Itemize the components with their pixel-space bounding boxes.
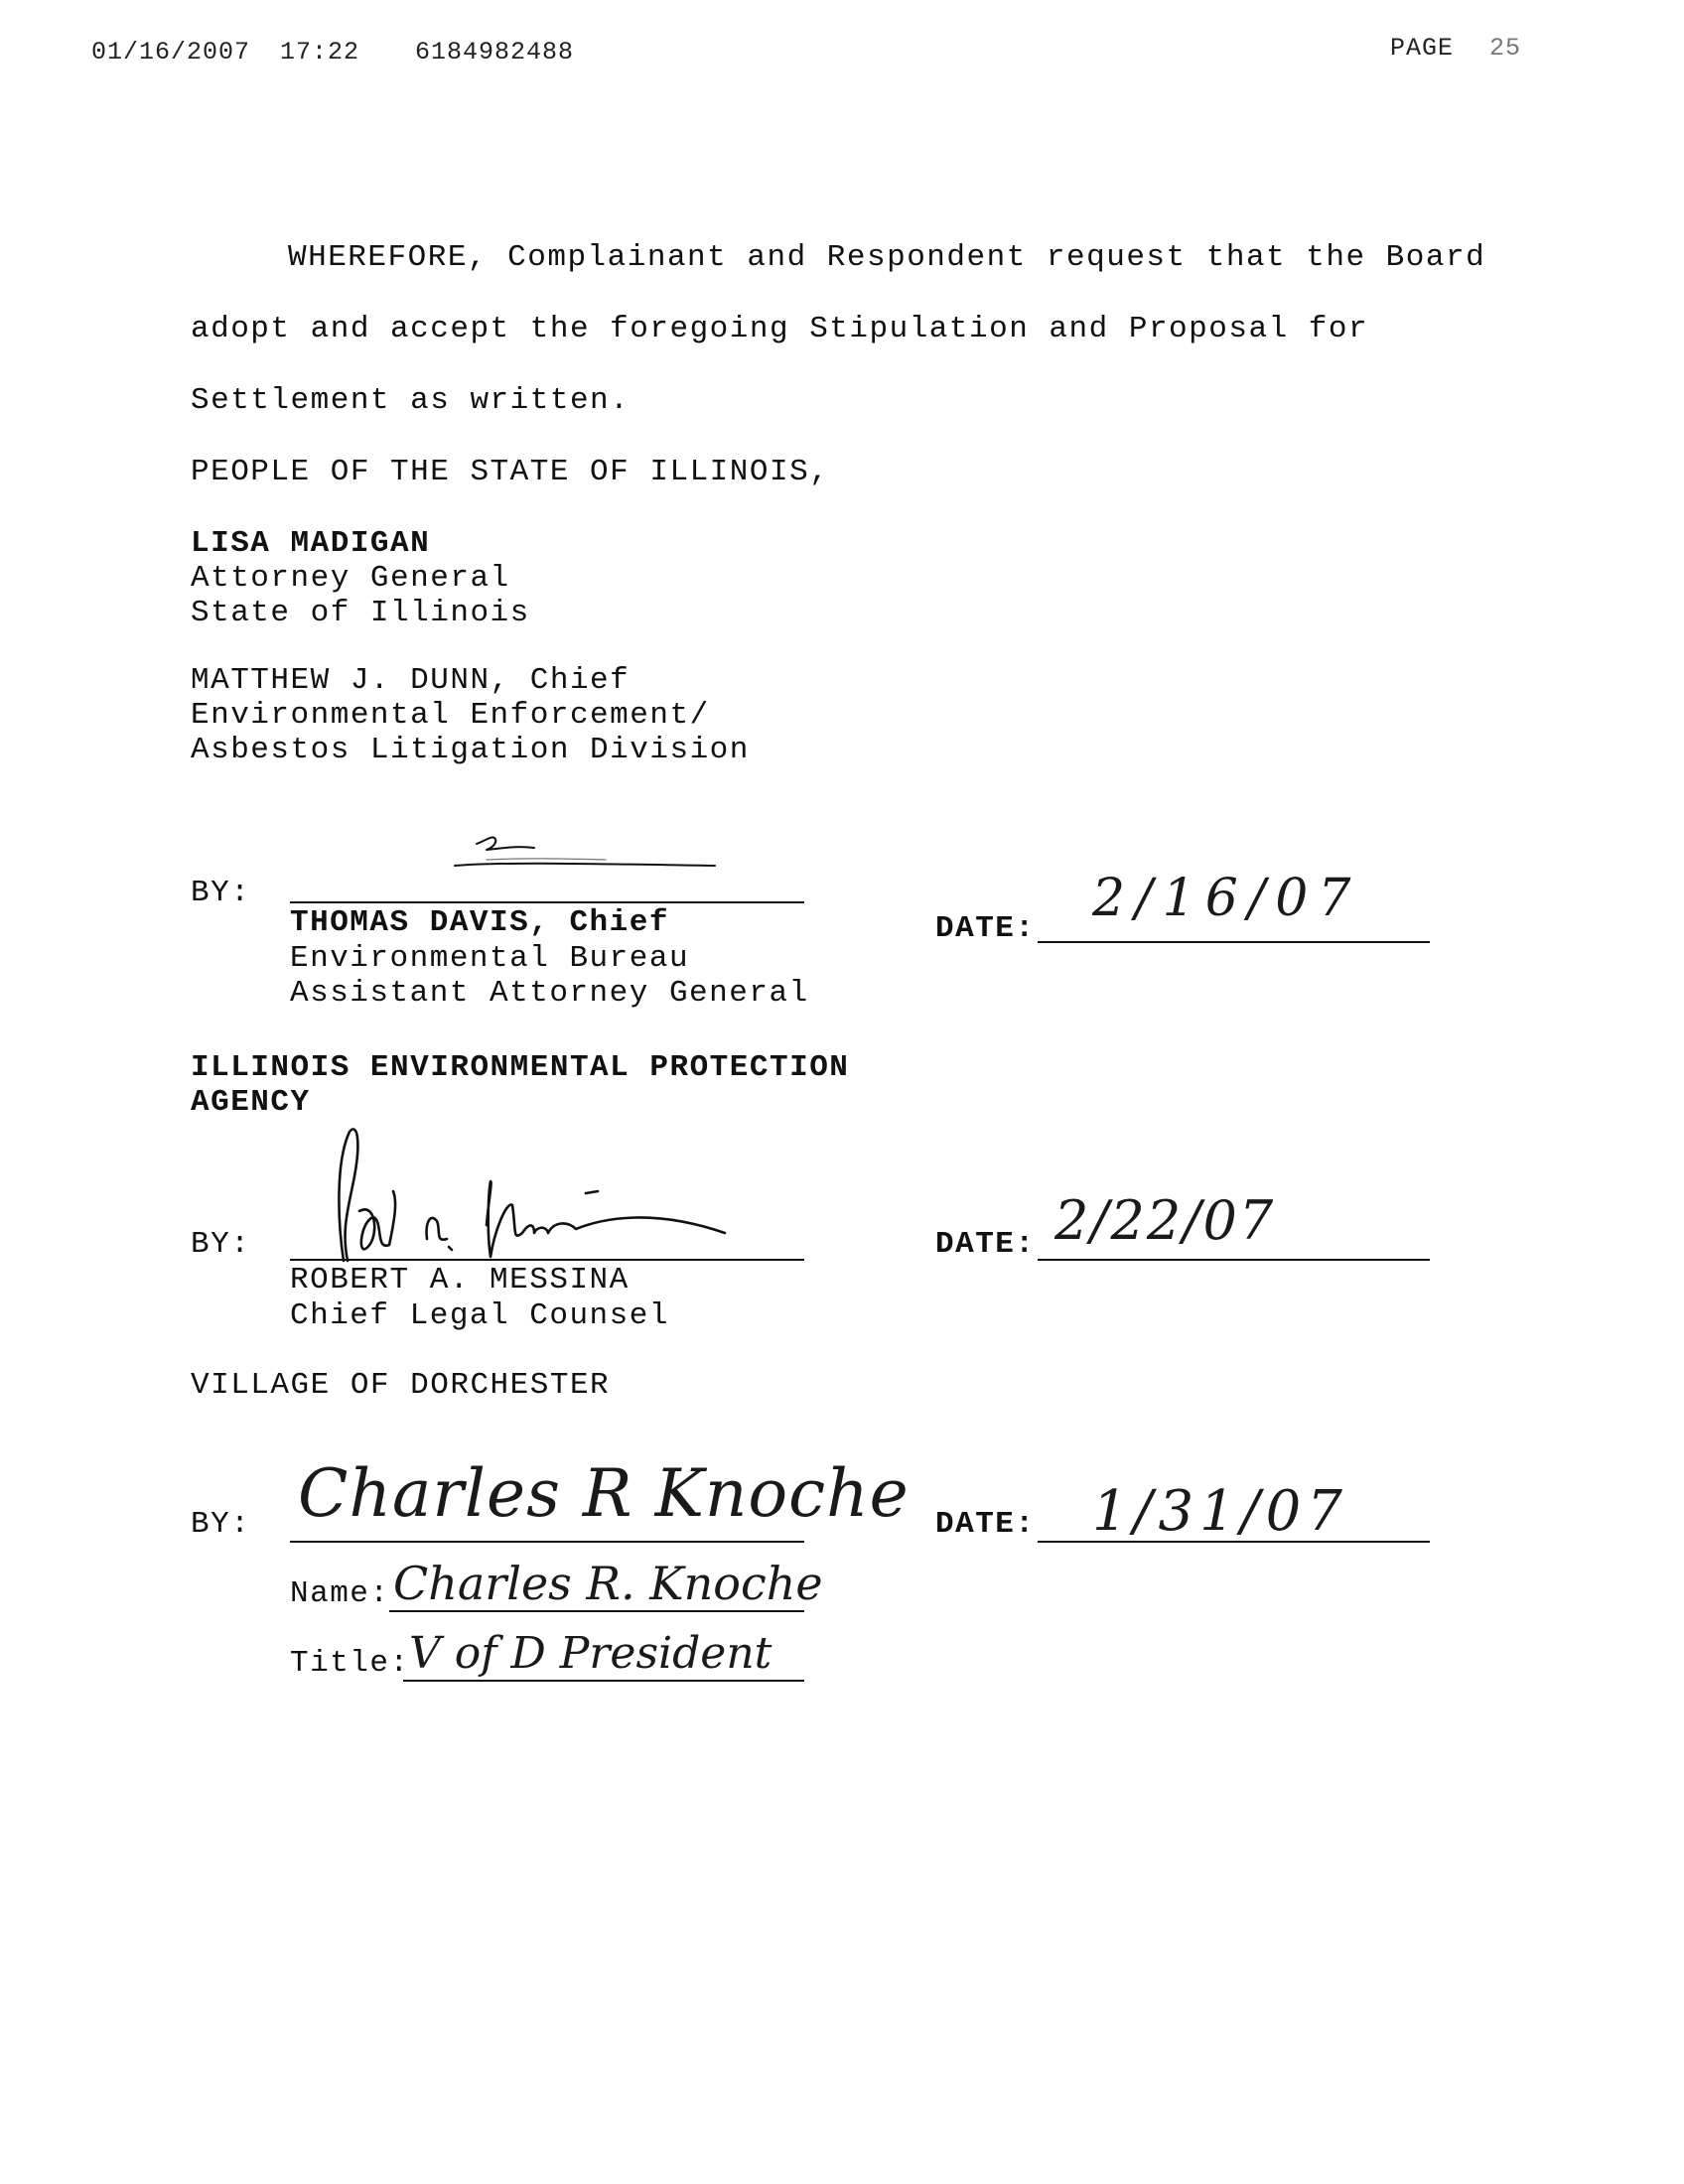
iepa-heading-line-1: ILLINOIS ENVIRONMENTAL PROTECTION	[191, 1050, 850, 1085]
name-value: Charles R. Knoche	[393, 1557, 823, 1610]
fax-date: 01/16/2007	[91, 38, 251, 67]
attorney-general-title: Attorney General	[191, 561, 510, 596]
date-line-2	[1038, 1259, 1430, 1261]
signature-davis	[447, 832, 725, 891]
date-value-1: 2/16/07	[1092, 869, 1361, 928]
paragraph-line-2: adopt and accept the foregoing Stipulation and Proposal for	[191, 312, 1369, 346]
paragraph-line-3: Settlement as written.	[191, 383, 631, 418]
date-label-2: DATE:	[935, 1227, 1036, 1262]
signature-line-2	[290, 1259, 804, 1261]
chief-division-line-1: Environmental Enforcement/	[191, 698, 710, 733]
date-label-3: DATE:	[935, 1507, 1036, 1542]
by-label-2: BY:	[191, 1227, 251, 1262]
signature-line-3	[290, 1541, 804, 1543]
chief-division-line-2: Asbestos Litigation Division	[191, 733, 750, 767]
iepa-heading-line-2: AGENCY	[191, 1085, 311, 1120]
title-value: V of D President	[409, 1628, 772, 1679]
date-line-1	[1038, 941, 1430, 943]
date-value-3: 1/31/07	[1092, 1479, 1348, 1544]
by-label-1: BY:	[191, 876, 251, 910]
signer-1-line-3: Assistant Attorney General	[290, 976, 809, 1011]
signature-knoche: Charles R Knoche	[298, 1455, 910, 1532]
page-label: PAGE	[1390, 34, 1455, 63]
title-line	[403, 1680, 804, 1682]
title-label: Title:	[290, 1646, 410, 1681]
by-label-3: BY:	[191, 1507, 251, 1542]
signer-1-line-2: Environmental Bureau	[290, 941, 690, 976]
village-heading: VILLAGE OF DORCHESTER	[191, 1368, 611, 1403]
signer-1-name: THOMAS DAVIS, Chief	[290, 905, 669, 940]
fax-number: 6184982488	[415, 38, 575, 67]
attorney-general-state: State of Illinois	[191, 596, 530, 630]
signature-line-1	[290, 901, 804, 903]
chief-name: MATTHEW J. DUNN, Chief	[191, 663, 631, 698]
signer-2-name: ROBERT A. MESSINA	[290, 1263, 630, 1297]
name-line	[389, 1610, 804, 1612]
paragraph-line-1: WHEREFORE, Complainant and Respondent request that the Board	[288, 240, 1486, 275]
date-value-2: 2/22/07	[1054, 1189, 1276, 1252]
name-label: Name:	[290, 1576, 390, 1611]
people-heading: PEOPLE OF THE STATE OF ILLINOIS,	[191, 455, 830, 489]
signer-2-title: Chief Legal Counsel	[290, 1298, 669, 1333]
page-number: 25	[1489, 34, 1522, 63]
fax-time: 17:22	[280, 38, 360, 67]
attorney-general-name: LISA MADIGAN	[191, 526, 431, 561]
date-line-3	[1038, 1541, 1430, 1543]
date-label-1: DATE:	[935, 911, 1036, 946]
